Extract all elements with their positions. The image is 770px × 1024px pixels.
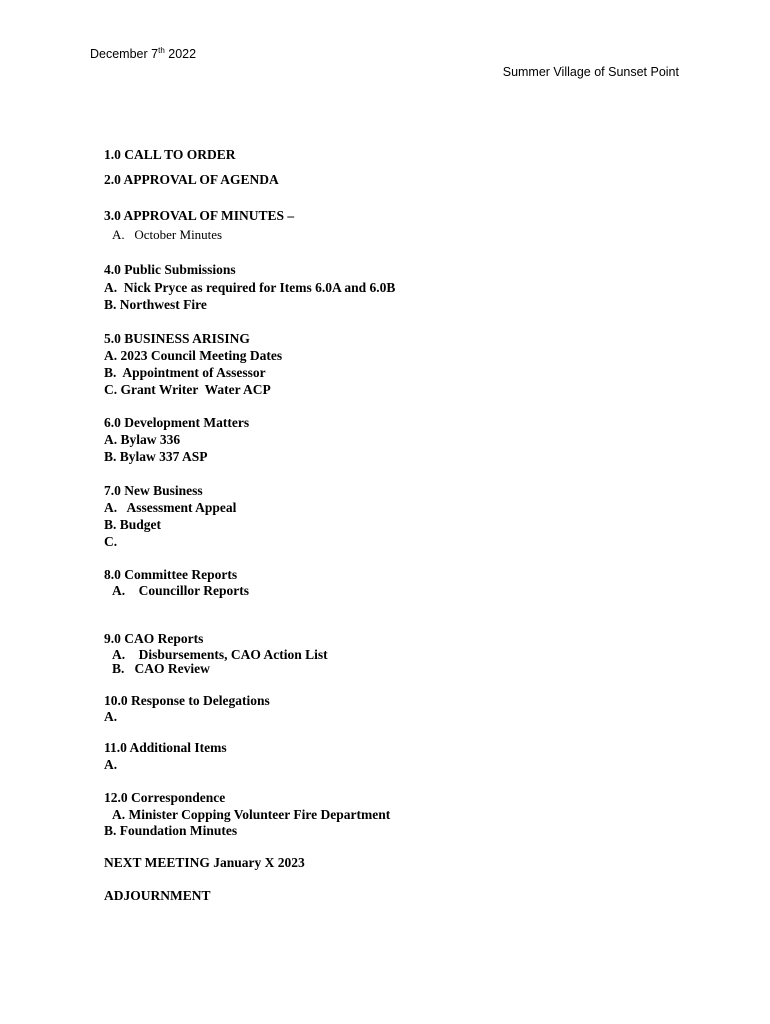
list-item: A. 2023 Council Meeting Dates (104, 348, 283, 363)
section-cao-reports: 9.0 CAO Reports (104, 631, 204, 646)
list-item: A. Assessment Appeal (104, 500, 237, 515)
date-day: December 7 (90, 47, 159, 61)
list-item: A. Minister Copping Volunteer Fire Department (112, 807, 391, 822)
section-call-to-order: 1.0 CALL TO ORDER (104, 147, 236, 162)
list-item: C. Grant Writer Water ACP (104, 382, 271, 397)
date-ordinal: th (158, 46, 165, 55)
section-correspondence: 12.0 Correspondence (104, 790, 226, 805)
list-item: B. Budget (104, 517, 162, 532)
list-item: A. Disbursements, CAO Action List (112, 647, 328, 662)
section-public-submissions: 4.0 Public Submissions (104, 262, 236, 277)
list-item: B. Northwest Fire (104, 297, 207, 312)
list-item: A. October Minutes (112, 227, 223, 242)
list-item: B. Appointment of Assessor (104, 365, 266, 380)
list-item: A. (104, 757, 118, 772)
list-item: B. Bylaw 337 ASP (104, 449, 208, 464)
list-item: A. (104, 709, 118, 724)
section-business-arising: 5.0 BUSINESS ARISING (104, 331, 250, 346)
document-date (90, 48, 196, 61)
section-committee-reports: 8.0 Committee Reports (104, 567, 238, 582)
list-item: A. Nick Pryce as required for Items 6.0A and 6.0B (104, 280, 396, 295)
organization-name: Summer Village of Sunset Point (502, 65, 679, 79)
section-approval-of-agenda: 2.0 APPROVAL OF AGENDA (104, 172, 279, 187)
list-item: C. (104, 534, 118, 549)
list-item: B. CAO Review (112, 661, 210, 676)
next-meeting: NEXT MEETING January X 2023 (104, 855, 305, 870)
date-year: 2022 (164, 47, 197, 61)
list-item: B. Foundation Minutes (104, 823, 238, 838)
section-development-matters: 6.0 Development Matters (104, 415, 250, 430)
adjournment: ADJOURNMENT (104, 888, 211, 903)
section-response-to-delegations: 10.0 Response to Delegations (104, 693, 270, 708)
section-additional-items: 11.0 Additional Items (104, 740, 227, 755)
list-item: A. Bylaw 336 (104, 432, 181, 447)
list-item: A. Councillor Reports (112, 583, 249, 598)
section-new-business: 7.0 New Business (104, 483, 203, 498)
section-approval-of-minutes: 3.0 APPROVAL OF MINUTES – (104, 208, 295, 223)
